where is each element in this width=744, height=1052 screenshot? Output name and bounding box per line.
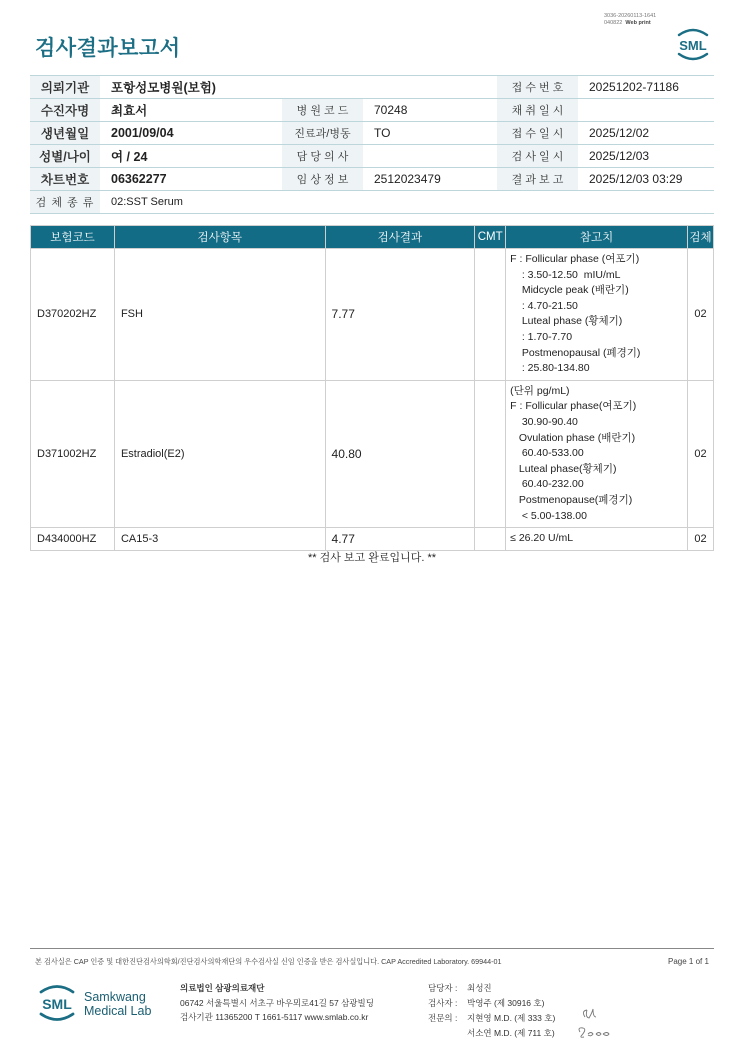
clinical-label: 임 상 정 보 (282, 168, 363, 191)
row-specimen: 02 (688, 380, 714, 527)
dept-label: 진료과/병동 (282, 122, 363, 145)
patient-info-table (30, 75, 714, 214)
header-code: 보험코드 (31, 226, 115, 249)
report-label: 결 과 보 고 (497, 168, 578, 191)
receipt-date-value: 2025/12/02 (578, 122, 714, 145)
sex-age-value: 여 / 24 (100, 145, 282, 168)
row-code: D434000HZ (31, 528, 115, 551)
reference-line: 30.90-90.40 (510, 415, 578, 428)
row-code: D371002HZ (31, 380, 115, 527)
sml-logo-text: SML (679, 38, 707, 53)
reference-line: F : Follicular phase (여포기) (510, 253, 640, 265)
row-result: 7.77 (325, 249, 475, 381)
reference-line: F : Follicular phase(여포기) (510, 400, 637, 413)
results-table (30, 225, 714, 551)
row-result: 40.80 (325, 380, 475, 527)
reference-line: Midcycle peak (배란기) (510, 284, 629, 297)
reference-line: Postmenopause(폐경기) (510, 493, 633, 506)
reference-line: Ovulation phase (배란기) (510, 431, 636, 444)
staff-info (428, 981, 555, 1041)
row-cmt (475, 528, 506, 551)
page-number: Page 1 of 1 (668, 957, 709, 966)
receipt-no-label: 접 수 번 호 (497, 76, 578, 99)
reference-line: : 3.50-12.50 mIU/mL (510, 268, 621, 281)
reference-line: : 25.80-134.80 (510, 362, 590, 375)
receipt-no-value: 20251202-71186 (578, 76, 714, 99)
org-name: 의료법인 삼광의료재단 (180, 983, 265, 993)
org-address: 06742 서울특별시 서초구 바우뫼로41길 57 삼광빌딩 (180, 997, 374, 1008)
birth-value: 2001/09/04 (100, 122, 282, 145)
info-row (30, 76, 714, 99)
reference-line: 60.40-232.00 (510, 478, 584, 491)
hospital-code-label: 병 원 코 드 (282, 99, 363, 122)
specialist-label: 전문의 : (428, 1013, 458, 1023)
row-reference (506, 249, 688, 381)
header-result: 검사결과 (325, 226, 475, 249)
reference-line: ≤ 26.20 U/mL (510, 532, 574, 545)
brand-line2: Medical Lab (84, 1004, 152, 1018)
info-row (30, 145, 714, 168)
row-reference (506, 380, 688, 527)
receipt-date-label: 접 수 일 시 (497, 122, 578, 145)
row-cmt (475, 249, 506, 381)
header-item: 검사항목 (114, 226, 325, 249)
test-date-label: 검 사 일 시 (497, 145, 578, 168)
info-row (30, 191, 714, 214)
reference-line: < 5.00-138.00 (510, 509, 587, 522)
table-row (31, 249, 714, 381)
row-item: CA15-3 (114, 528, 325, 551)
doctor-value (363, 145, 497, 168)
row-item: Estradiol(E2) (114, 380, 325, 527)
header-cmt: CMT (475, 226, 506, 249)
clinical-value: 2512023479 (363, 168, 497, 191)
doctor-label: 담 당 의 사 (282, 145, 363, 168)
specialist-name-1: 지현영 M.D. (제 333 호) (467, 1013, 556, 1023)
client-value: 포항성모병원(보험) (100, 76, 497, 99)
row-item: FSH (114, 249, 325, 381)
row-code: D370202HZ (31, 249, 115, 381)
chart-label: 차트번호 (30, 168, 100, 191)
org-contact: 검사기관 11365200 T 1661-5117 www.smlab.co.kr (180, 1012, 369, 1022)
manager-label: 담당자 : (428, 983, 458, 993)
reference-line: 60.40-533.00 (510, 447, 584, 460)
accreditation-note: 본 검사실은 CAP 인증 및 대한진단검사의학회/진단검사의학재단의 우수검사실 신임 인증을 받은 검사실입니다. CAP Accredited Laboratory. 69944-01 (35, 957, 502, 966)
hospital-code-value: 70248 (363, 99, 497, 122)
signature-icon (575, 1005, 615, 1041)
birth-label: 생년월일 (30, 122, 100, 145)
header-reference: 참고치 (506, 226, 688, 249)
info-row (30, 99, 714, 122)
reference-line: Luteal phase (황체기) (510, 315, 623, 328)
sml-logo-bottom-icon (36, 980, 78, 1026)
reference-line: Postmenopausal (폐경기) (510, 346, 641, 359)
specimen-label: 검 체 종 류 (30, 191, 100, 214)
document-id-line1: 3036-20260113-1641 (604, 13, 657, 19)
row-specimen: 02 (688, 528, 714, 551)
brand-line1: Samkwang (84, 990, 146, 1004)
page-title: 검사결과보고서 (35, 37, 181, 60)
collect-date-value (578, 99, 714, 122)
dept-value: TO (363, 122, 497, 145)
row-cmt (475, 380, 506, 527)
sml-logo-icon (673, 24, 713, 64)
row-specimen: 02 (688, 249, 714, 381)
client-label: 의뢰기관 (30, 76, 100, 99)
collect-date-label: 채 취 일 시 (497, 99, 578, 122)
info-row (30, 168, 714, 191)
row-result: 4.77 (325, 528, 475, 551)
patient-label: 수진자명 (30, 99, 100, 122)
tester-name: 박영주 (제 30916 호) (467, 998, 545, 1008)
tester-label: 검사자 : (428, 998, 458, 1008)
specimen-value: 02:SST Serum (100, 191, 714, 214)
results-header (31, 226, 714, 249)
reference-line: : 4.70-21.50 (510, 299, 578, 312)
sml-logo-bottom-text: SML (42, 996, 72, 1012)
completion-message: ** 검사 보고 완료입니다. ** (307, 552, 437, 564)
reference-line: Luteal phase(황체기) (510, 462, 617, 475)
test-date-value: 2025/12/03 (578, 145, 714, 168)
sex-age-label: 성별/나이 (30, 145, 100, 168)
web-print-label: Web print (625, 20, 651, 26)
info-row (30, 122, 714, 145)
reference-line: (단위 pg/mL) (510, 384, 570, 397)
specialist-name-2: 서소연 M.D. (제 711 호) (467, 1028, 555, 1038)
row-reference (506, 528, 688, 551)
brand-name (84, 990, 151, 1018)
table-row (31, 528, 714, 551)
table-row (31, 380, 714, 527)
chart-value: 06362277 (100, 168, 282, 191)
reference-line: : 1.70-7.70 (510, 330, 573, 343)
organization-info (180, 981, 374, 1025)
header-specimen: 검체 (688, 226, 714, 249)
patient-value: 최효서 (100, 99, 282, 122)
report-value: 2025/12/03 03:29 (578, 168, 714, 191)
document-id-code: 040822 (604, 20, 623, 26)
footer-divider (30, 948, 714, 949)
manager-name: 최성진 (467, 983, 492, 993)
